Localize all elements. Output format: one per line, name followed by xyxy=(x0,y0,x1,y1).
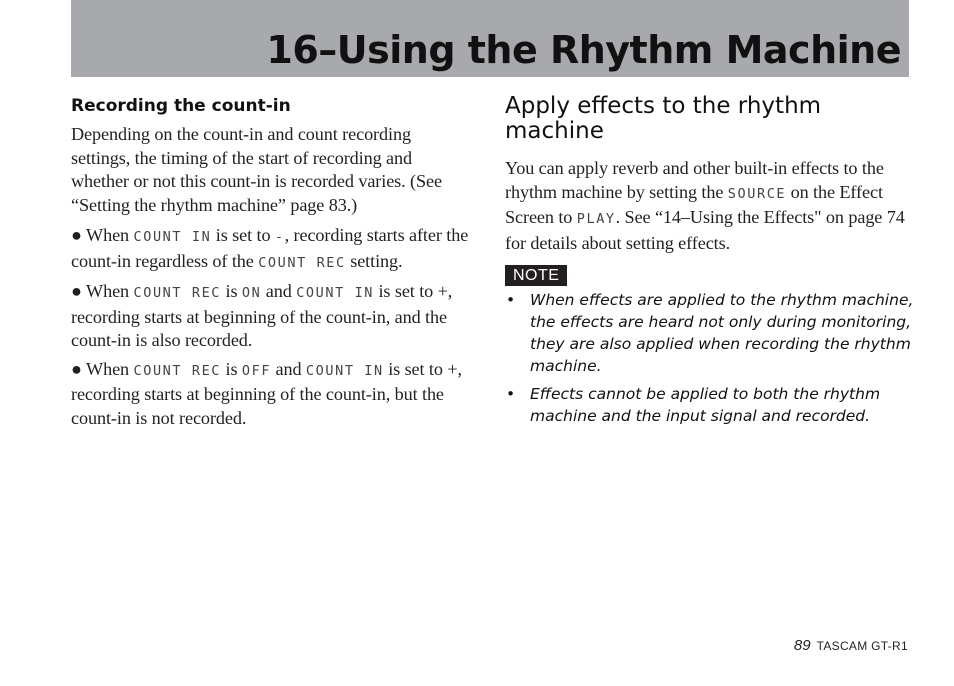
lcd-text: COUNT REC xyxy=(258,254,346,271)
section-title: Apply effects to the rhythm machine xyxy=(505,93,822,144)
note-item: • Effects cannot be applied to both the rhythm machine and the input signal and recorded. xyxy=(506,385,881,425)
page-number: 89 xyxy=(793,637,811,654)
bullet-count-in-off: ● When COUNT IN is set to -, recording starts after the count-in regardless of the COUNT REC setting. xyxy=(71,225,469,271)
lcd-text: OFF xyxy=(241,362,272,379)
note-list xyxy=(505,289,915,427)
lcd-text: - xyxy=(274,229,285,245)
lcd-text: ON xyxy=(241,285,262,301)
lcd-text: COUNT IN xyxy=(305,362,384,379)
chapter-header-bar xyxy=(71,0,909,77)
lcd-text: PLAY xyxy=(576,211,616,227)
lcd-text: COUNT IN xyxy=(133,229,212,245)
chapter-title: 16–Using the Rhythm Machine xyxy=(266,28,901,72)
lcd-text: SOURCE xyxy=(727,185,787,202)
intro-paragraph: Depending on the count-in and count recording settings, the timing of the start of recording and whether or not this count-in is recorded varies. (See “Setting the rhythm machine” page 83.) xyxy=(71,124,442,215)
bullet-count-rec-off: ● When COUNT REC is OFF and COUNT IN is set to +, recording starts at beginning of the count-in, but the count-in is not recorded. xyxy=(71,358,462,428)
bullet-dot: • xyxy=(506,291,516,309)
page-footer xyxy=(794,637,908,655)
lcd-text: COUNT REC xyxy=(133,285,222,301)
product-name: TASCAM GT-R1 xyxy=(816,639,908,653)
subsection-heading: Recording the count-in xyxy=(71,96,291,116)
lcd-text: COUNT REC xyxy=(133,362,222,379)
bullet-dot: • xyxy=(506,385,516,403)
lcd-text: COUNT IN xyxy=(296,285,375,301)
note-item: • When effects are applied to the rhythm machine, the effects are heard not only during monitoring, they are also applied when recording the rhythm machine. xyxy=(506,291,914,375)
left-column xyxy=(71,94,471,430)
note-badge: NOTE xyxy=(505,265,567,286)
effects-paragraph: You can apply reverb and other built-in effects to the rhythm machine by setting the SOURCE on the Effect Screen to PLAY. See “14–Using the Effects" on page 74 for details about setting effects. xyxy=(505,158,905,253)
note-block xyxy=(505,265,915,427)
right-column xyxy=(505,94,915,427)
bullet-count-rec-on: ● When COUNT REC is ON and COUNT IN is set to +, recording starts at beginning of the count-in, and the count-in is also recorded. xyxy=(71,281,453,350)
